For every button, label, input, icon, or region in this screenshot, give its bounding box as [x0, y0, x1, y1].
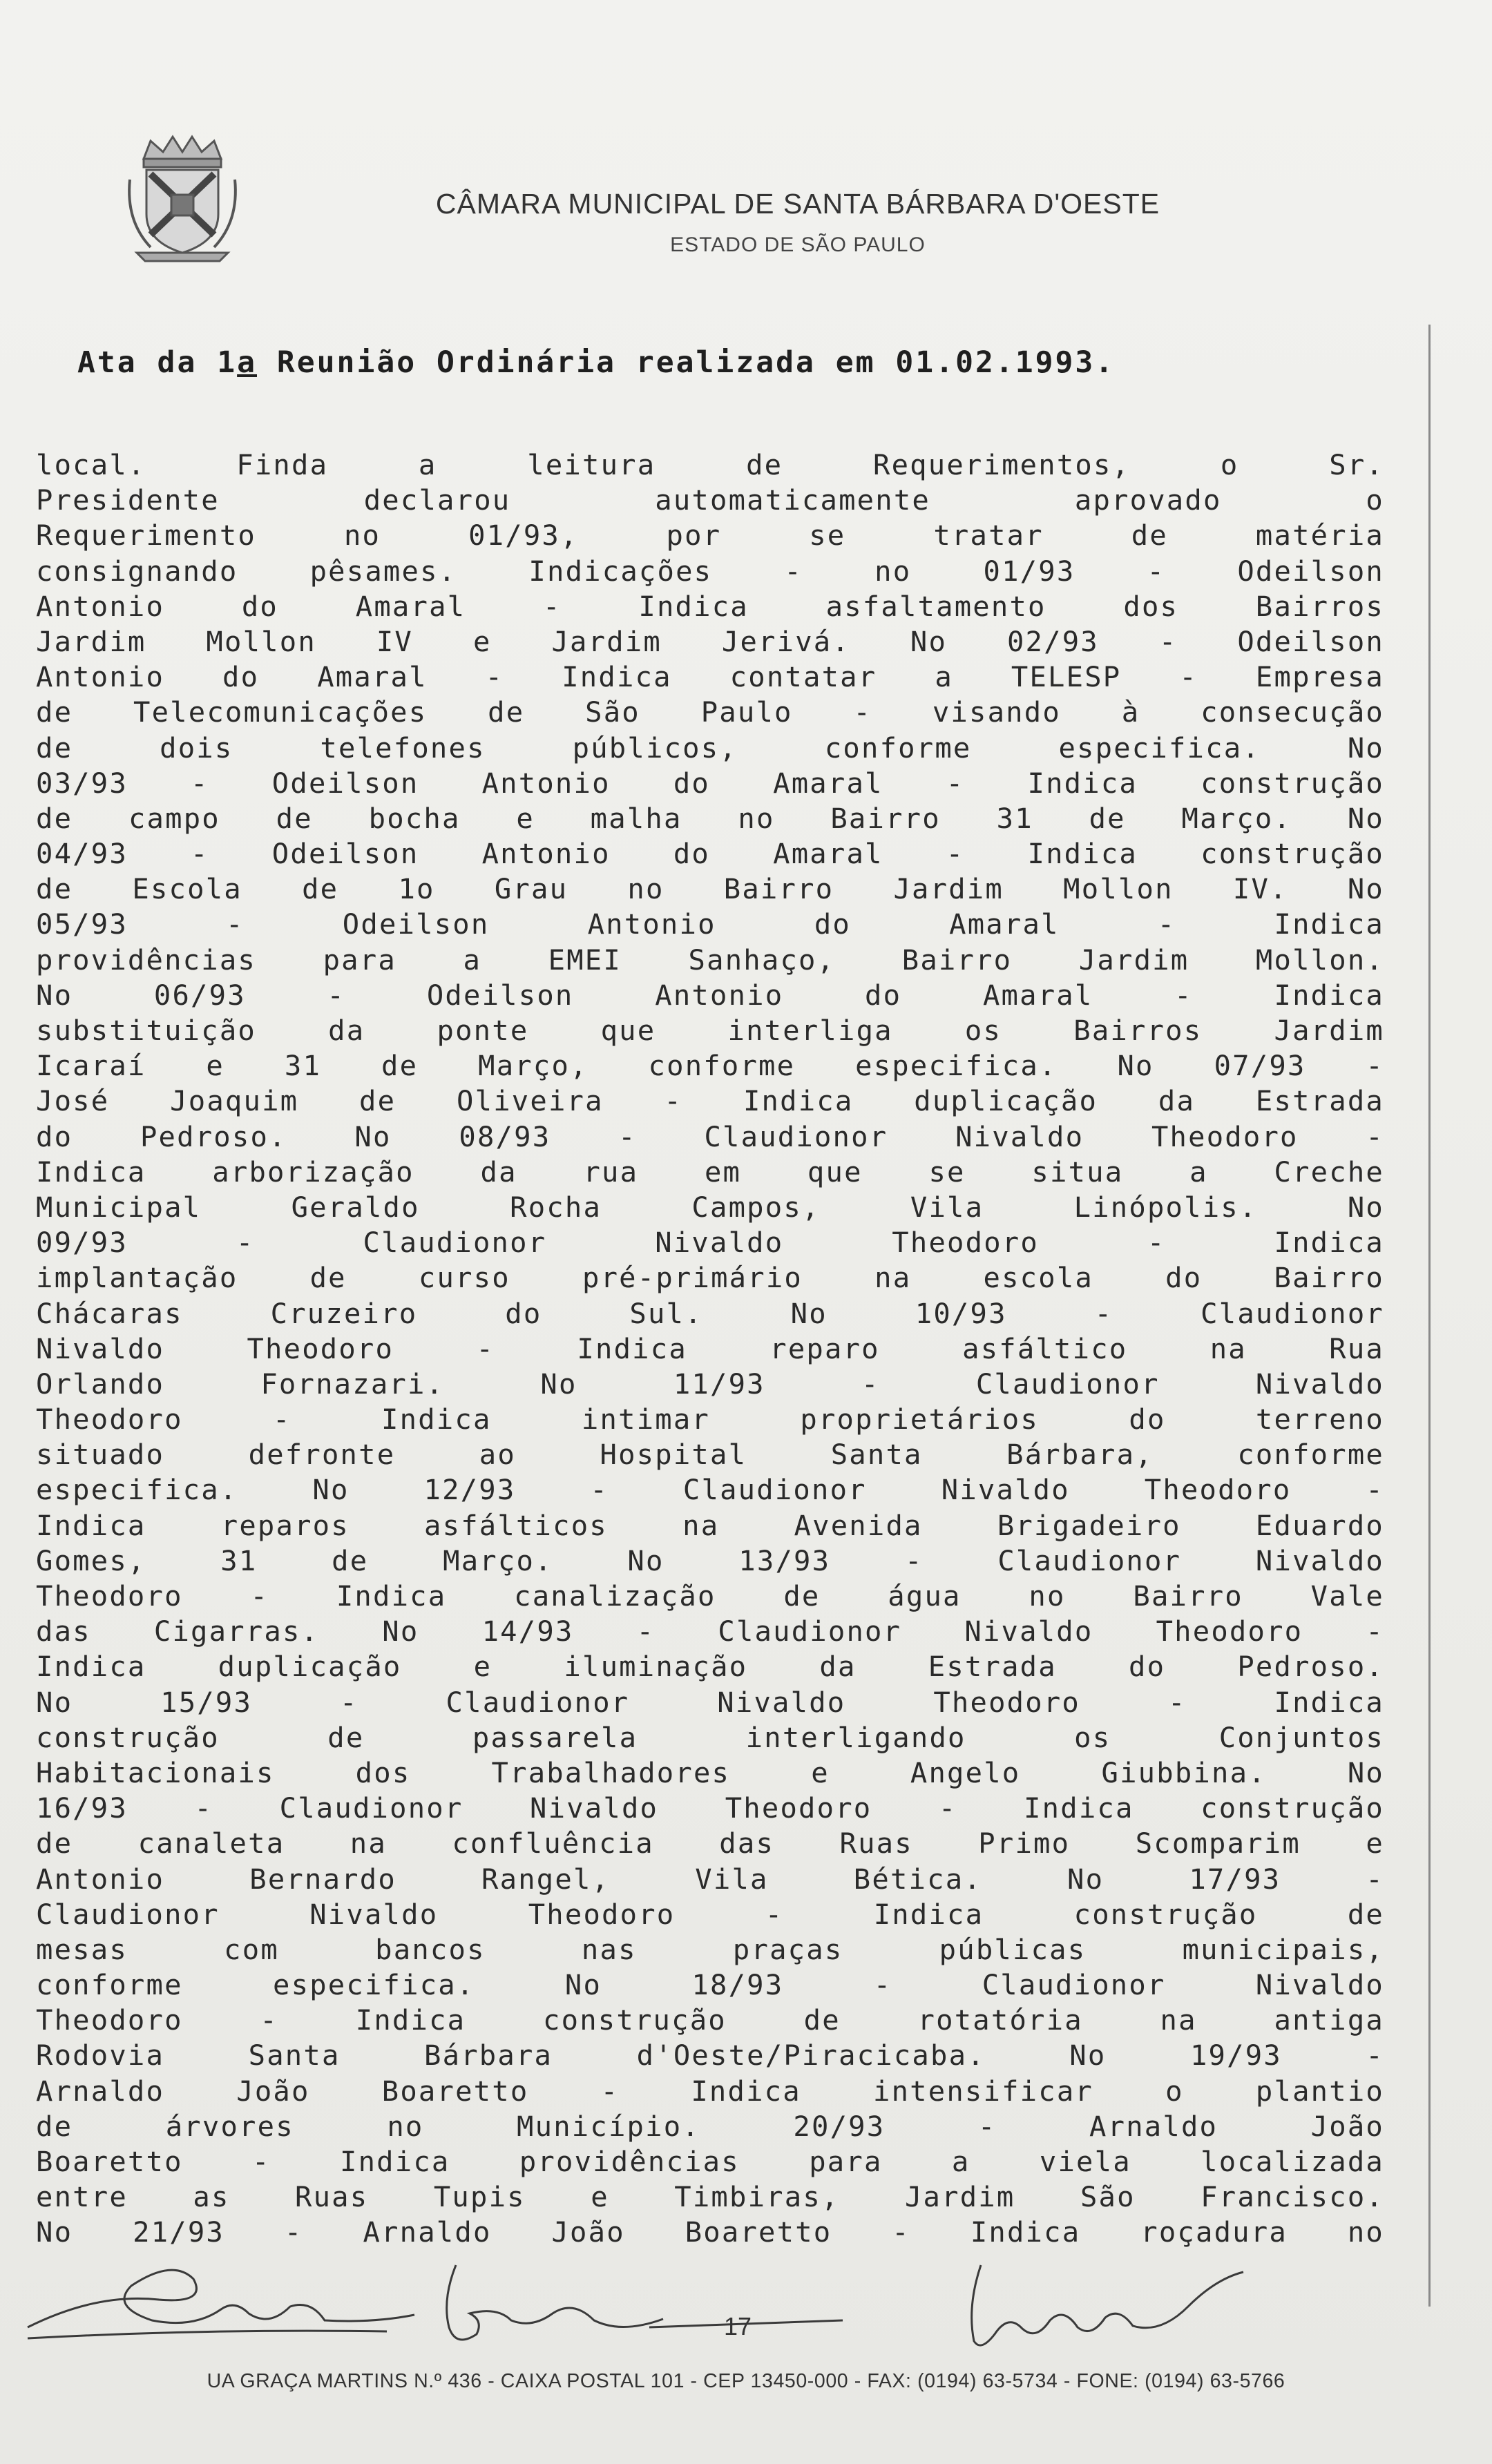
body-line: Municipal Geraldo Rocha Campos, Vila Linópolis. No: [36, 1190, 1384, 1224]
body-line: José Joaquim de Oliveira - Indica duplicação da Estrada: [36, 1084, 1384, 1118]
body-line: Indica duplicação e iluminação da Estrada do Pedroso.: [36, 1650, 1384, 1684]
body-line: Rodovia Santa Bárbara d'Oeste/Piracicaba. No 19/93 -: [36, 2039, 1384, 2072]
page-number: 17: [724, 2312, 752, 2340]
body-line: Indica arborização da rua em que se situa a Creche: [36, 1155, 1384, 1188]
body-line: 16/93 - Claudionor Nivaldo Theodoro - Indica construção: [36, 1791, 1384, 1825]
body-line: de canaleta na confluência das Ruas Primo Scomparim e: [36, 1827, 1384, 1860]
body-line: 05/93 - Odeilson Antonio do Amaral - Indica: [36, 907, 1384, 941]
body-line: conforme especifica. No 18/93 - Claudionor Nivaldo: [36, 1968, 1384, 2002]
body-line: local. Finda a leitura de Requerimentos, o Sr.: [36, 448, 1384, 481]
body-line: Theodoro - Indica canalização de água no Bairro Vale: [36, 1579, 1384, 1613]
body-line: Icaraí e 31 de Março, conforme especifica. No 07/93 -: [36, 1049, 1384, 1083]
body-line: de dois telefones públicos, conforme especifica. No: [36, 731, 1384, 764]
body-line: Orlando Fornazari. No 11/93 - Claudionor Nivaldo: [36, 1367, 1384, 1401]
footer-address: UA GRAÇA MARTINS N.º 436 - CAIXA POSTAL 101 - CEP 13450-000 - FAX: (0194) 63-5734 - FONE: (0194) 63-5766: [207, 2370, 1285, 2392]
body-line: 03/93 - Odeilson Antonio do Amaral - Indica construção: [36, 766, 1384, 800]
body-line: Antonio do Amaral - Indica contatar a TELESP - Empresa: [36, 660, 1384, 694]
body-line: de Escola de 1o Grau no Bairro Jardim Mollon IV. No: [36, 872, 1384, 906]
body-line: especifica. No 12/93 - Claudionor Nivaldo Theodoro -: [36, 1473, 1384, 1507]
body-line: substituição da ponte que interliga os Bairros Jardim: [36, 1014, 1384, 1047]
body-line: implantação de curso pré-primário na escola do Bairro: [36, 1261, 1384, 1295]
body-line: construção de passarela interligando os Conjuntos: [36, 1720, 1384, 1754]
body-line: No 06/93 - Odeilson Antonio do Amaral - Indica: [36, 978, 1384, 1012]
body-line: Chácaras Cruzeiro do Sul. No 10/93 - Claudionor: [36, 1296, 1384, 1330]
title-end: Reunião Ordinária realizada em 01.02.1993.: [257, 345, 1116, 380]
body-line: consignando pêsames. Indicações - no 01/93 - Odeilson: [36, 554, 1384, 588]
body-line: Claudionor Nivaldo Theodoro - Indica construção de: [36, 1897, 1384, 1931]
body-line: situado defronte ao Hospital Santa Bárbara, conforme: [36, 1438, 1384, 1472]
body-line: Antonio do Amaral - Indica asfaltamento dos Bairros: [36, 589, 1384, 623]
title-start: Ata da 1: [77, 345, 238, 380]
body-line: Arnaldo João Boaretto - Indica intensificar o plantio: [36, 2074, 1384, 2108]
margin-rule: [1428, 325, 1431, 2307]
body-line: Indica reparos asfálticos na Avenida Brigadeiro Eduardo: [36, 1508, 1384, 1542]
body-line: providências para a EMEI Sanhaço, Bairro Jardim Mollon.: [36, 943, 1384, 976]
body-line: entre as Ruas Tupis e Timbiras, Jardim São Francisco.: [36, 2180, 1384, 2214]
body-line: Gomes, 31 de Março. No 13/93 - Claudionor Nivaldo: [36, 1543, 1384, 1577]
body-line: Jardim Mollon IV e Jardim Jerivá. No 02/93 - Odeilson: [36, 624, 1384, 658]
body-line: Theodoro - Indica construção de rotatória na antiga: [36, 2003, 1384, 2037]
body-line: Habitacionais dos Trabalhadores e Angelo Giubbina. No: [36, 1755, 1384, 1789]
body-line: No 21/93 - Arnaldo João Boaretto - Indica roçadura no: [36, 2215, 1384, 2249]
body-line: do Pedroso. No 08/93 - Claudionor Nivaldo Theodoro -: [36, 1119, 1384, 1153]
body-line: Antonio Bernardo Rangel, Vila Bética. No 17/93 -: [36, 1862, 1384, 1896]
minute-body-text: [36, 447, 1384, 2251]
minute-title: [77, 345, 1115, 380]
body-line: Nivaldo Theodoro - Indica reparo asfáltico na Rua: [36, 1331, 1384, 1365]
body-line: de campo de bocha e malha no Bairro 31 de Março. No: [36, 801, 1384, 835]
body-line: das Cigarras. No 14/93 - Claudionor Nivaldo Theodoro -: [36, 1615, 1384, 1648]
title-ordinal: a: [237, 345, 257, 380]
body-line: Presidente declarou automaticamente aprovado o: [36, 483, 1384, 517]
body-line: Boaretto - Indica providências para a viela localizada: [36, 2145, 1384, 2178]
body-line: de Telecomunicações de São Paulo - visando à consecução: [36, 695, 1384, 729]
body-line: mesas com bancos nas praças públicas municipais,: [36, 1932, 1384, 1966]
body-line: Requerimento no 01/93, por se tratar de matéria: [36, 519, 1384, 552]
state-name: ESTADO DE SÃO PAULO: [670, 233, 926, 256]
institution-name: CÂMARA MUNICIPAL DE SANTA BÁRBARA D'OESTE: [435, 188, 1160, 220]
body-line: 04/93 - Odeilson Antonio do Amaral - Indica construção: [36, 837, 1384, 871]
body-line: Theodoro - Indica intimar proprietários do terreno: [36, 1403, 1384, 1436]
body-line: 09/93 - Claudionor Nivaldo Theodoro - Indica: [36, 1226, 1384, 1260]
body-line: de árvores no Município. 20/93 - Arnaldo João: [36, 2109, 1384, 2143]
body-line: No 15/93 - Claudionor Nivaldo Theodoro - Indica: [36, 1685, 1384, 1719]
